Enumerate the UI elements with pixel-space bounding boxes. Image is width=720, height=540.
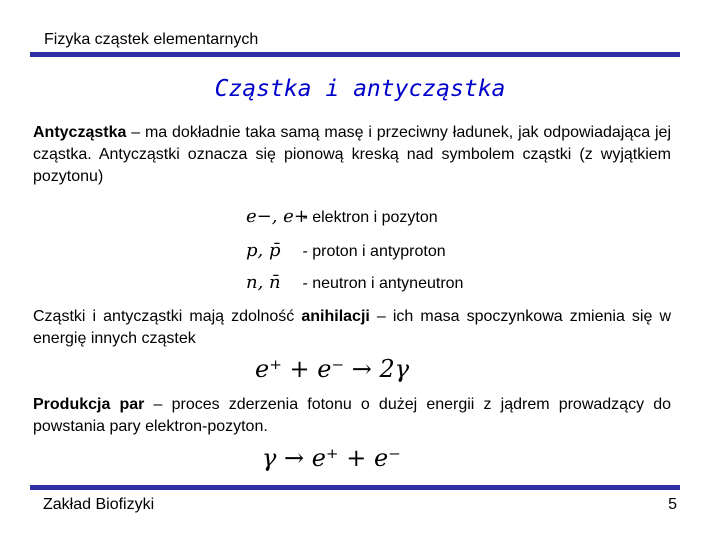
annihilation-text-before: Cząstki i antycząstki mają zdolność xyxy=(33,308,302,325)
pair-production-text: – proces zderzenia fotonu o dużej energii z jądrem prowadzący do powstania pary elektron-pozyton. xyxy=(33,396,672,435)
definition-paragraph xyxy=(33,122,671,188)
footer-department: Zakład Biofizyki xyxy=(43,496,155,513)
course-title: Fizyka cząstek elementarnych xyxy=(44,31,259,48)
pair-symbols: e−, e+ xyxy=(246,206,309,227)
pair-label: - elektron i pozyton xyxy=(302,209,438,226)
header-divider xyxy=(30,52,680,57)
pair-symbols: p, p̄ xyxy=(246,240,281,261)
pair-row-neutron xyxy=(246,271,463,295)
pair-row-proton xyxy=(246,239,446,263)
pair-production-term: Produkcja par xyxy=(33,396,145,413)
pair-label: - neutron i antyneutron xyxy=(302,275,464,292)
page-number: 5 xyxy=(668,496,677,513)
pair-label: - proton i antyproton xyxy=(302,243,446,260)
footer-divider xyxy=(30,485,680,490)
slide-title: Cząstka i antycząstka xyxy=(214,76,506,102)
pair-symbols: n, n̄ xyxy=(246,272,281,293)
annihilation-text-after: – ich masa spoczynkowa zmienia się w energię innych cząstek xyxy=(33,308,672,347)
definition-term: Antycząstka xyxy=(33,124,127,141)
annihilation-equation: e⁺ + e⁻ → 2γ xyxy=(255,355,410,383)
pair-row-electron xyxy=(246,205,438,229)
annihilation-term: anihilacji xyxy=(301,308,370,325)
pair-production-equation: γ → e⁺ + e⁻ xyxy=(262,444,401,472)
annihilation-paragraph xyxy=(33,306,671,350)
pair-production-paragraph xyxy=(33,394,671,438)
definition-text: – ma dokładnie taka samą masę i przeciwny ładunek, jak odpowiadająca jej cząstka. Antycząstki oznacza się pionową kreską nad symbolem cząstki (z wyjątkiem pozytonu) xyxy=(33,124,671,185)
